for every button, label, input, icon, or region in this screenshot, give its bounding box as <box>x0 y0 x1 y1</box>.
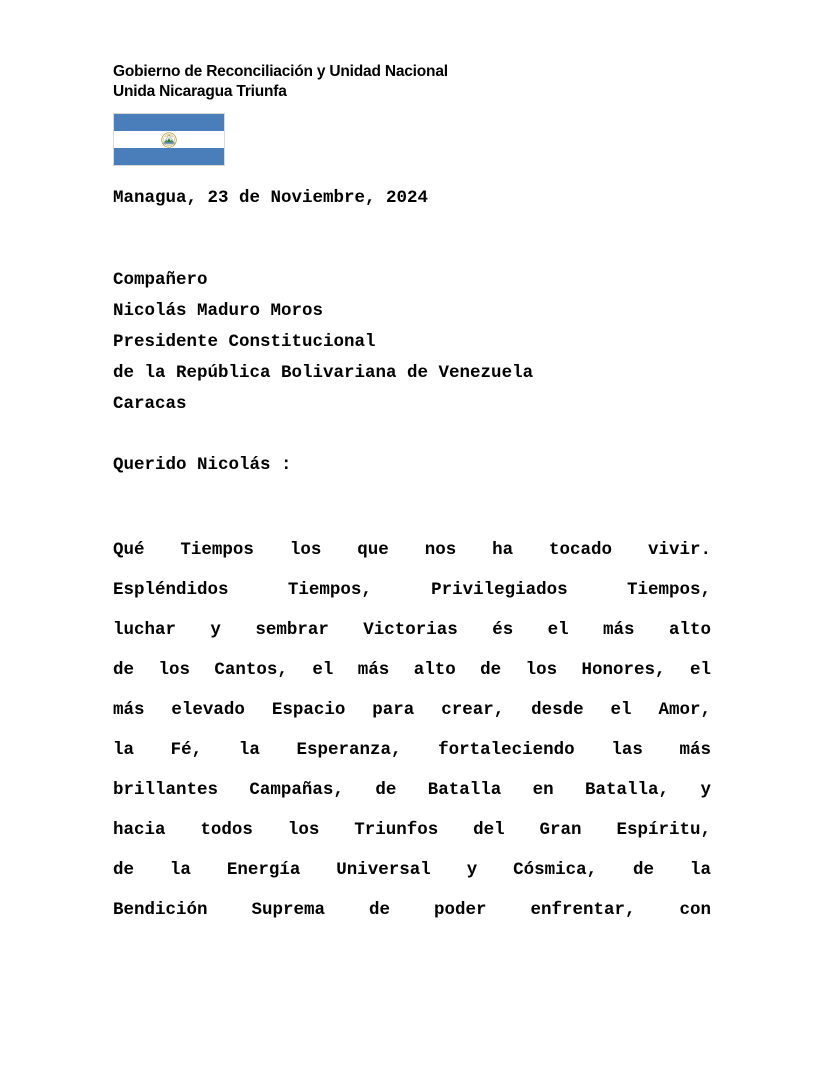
body-word: el <box>547 620 569 640</box>
body-word: Victorias <box>363 620 458 640</box>
nicaragua-coat-of-arms-icon <box>161 132 178 148</box>
body-word: luchar <box>113 620 177 640</box>
body-word: vivir. <box>647 540 711 560</box>
body-word: Espíritu, <box>616 820 711 840</box>
body-word: ha <box>492 540 514 560</box>
body-word: de <box>113 660 135 680</box>
body-word: la <box>113 740 135 760</box>
body-word: y <box>700 780 711 800</box>
body-word: la <box>238 740 260 760</box>
body-word: Amor, <box>658 700 711 720</box>
body-line <box>113 530 711 570</box>
letter-body <box>113 530 711 930</box>
addressee-block <box>113 265 713 420</box>
body-word: los <box>287 820 320 840</box>
body-word: las <box>611 740 643 760</box>
body-word: de <box>368 900 390 920</box>
letterhead-line-1: Gobierno de Reconciliación y Unidad Nacional <box>113 63 448 80</box>
body-word: con <box>679 900 711 920</box>
date-block <box>113 183 713 214</box>
body-line <box>113 690 711 730</box>
body-word: Cantos, <box>214 660 288 680</box>
body-word: y <box>210 620 221 640</box>
body-word: Fé, <box>170 740 203 760</box>
nicaragua-flag-image <box>113 113 225 166</box>
addressee-country: de la República Bolivariana de Venezuela <box>113 363 534 383</box>
body-word: crear, <box>441 700 505 720</box>
body-word: Bendición <box>113 900 208 920</box>
body-word: Cósmica, <box>513 860 598 880</box>
body-word: Honores, <box>581 660 666 680</box>
body-word: Batalla, <box>585 780 670 800</box>
addressee-city: Caracas <box>113 394 187 414</box>
body-line <box>113 890 711 930</box>
addressee-name: Nicolás Maduro Moros <box>113 301 324 321</box>
body-word: Energía <box>226 860 301 880</box>
body-word: el <box>312 660 334 680</box>
body-line <box>113 770 711 810</box>
body-word: de <box>113 860 135 880</box>
body-word: poder <box>433 900 487 920</box>
body-line <box>113 730 711 770</box>
body-word: más <box>357 660 390 680</box>
letterhead <box>113 62 713 102</box>
flag-band-bottom-blue <box>114 148 224 165</box>
body-word: Espléndidos <box>113 580 229 600</box>
body-line <box>113 650 711 690</box>
body-word: alto <box>668 620 711 640</box>
body-word: los <box>525 660 558 680</box>
body-word: Gran <box>539 820 582 840</box>
body-word: en <box>532 780 554 800</box>
body-word: y <box>466 860 478 880</box>
body-line <box>113 810 711 850</box>
date-line: Managua, 23 de Noviembre, 2024 <box>113 188 429 208</box>
flag-band-top-blue <box>114 114 224 131</box>
body-word: Universal <box>336 860 431 880</box>
body-word: sembrar <box>255 620 329 640</box>
body-word: Tiempos, <box>626 580 711 600</box>
body-word: tocado <box>549 540 613 560</box>
body-line <box>113 850 711 890</box>
body-word: Batalla <box>427 780 502 800</box>
addressee-title: Presidente Constitucional <box>113 332 376 352</box>
body-word: brillantes <box>113 780 219 800</box>
body-word: los <box>289 540 322 560</box>
body-word: de <box>375 780 397 800</box>
body-word: fortaleciendo <box>438 740 575 760</box>
body-word: desde <box>531 700 584 720</box>
body-word: más <box>113 700 145 720</box>
body-word: para <box>372 700 415 720</box>
body-word: alto <box>413 660 456 680</box>
body-word: el <box>610 700 632 720</box>
body-word: del <box>473 820 505 840</box>
body-word: de <box>480 660 502 680</box>
body-word: Qué <box>113 540 145 560</box>
body-word: todos <box>200 820 253 840</box>
body-word: más <box>679 740 711 760</box>
body-word: Triunfos <box>354 820 439 840</box>
body-word: nos <box>424 540 457 560</box>
body-word: la <box>169 860 191 880</box>
body-word: Suprema <box>251 900 325 920</box>
body-word: Espacio <box>271 700 346 720</box>
flag-band-middle-white <box>114 131 224 148</box>
body-word: más <box>603 620 635 640</box>
body-word: el <box>689 660 711 680</box>
body-word: la <box>689 860 711 880</box>
body-word: hacia <box>113 820 166 840</box>
body-word: és <box>492 620 514 640</box>
body-word: Privilegiados <box>431 580 568 600</box>
body-word: los <box>158 660 190 680</box>
body-word: Tiempos <box>180 540 254 560</box>
body-word: Esperanza, <box>296 740 402 760</box>
salutation-line: Querido Nicolás : <box>113 455 292 475</box>
body-line <box>113 570 711 610</box>
body-word: elevado <box>171 700 245 720</box>
body-word: Campañas, <box>249 780 344 800</box>
salutation-block <box>113 450 713 481</box>
body-word: de <box>633 860 655 880</box>
body-word: enfrentar, <box>530 900 636 920</box>
letterhead-line-2: Unida Nicaragua Triunfa <box>113 83 287 100</box>
addressee-salutation-word: Compañero <box>113 270 208 290</box>
body-word: Tiempos, <box>287 580 372 600</box>
body-line <box>113 610 711 650</box>
body-word: que <box>357 540 389 560</box>
